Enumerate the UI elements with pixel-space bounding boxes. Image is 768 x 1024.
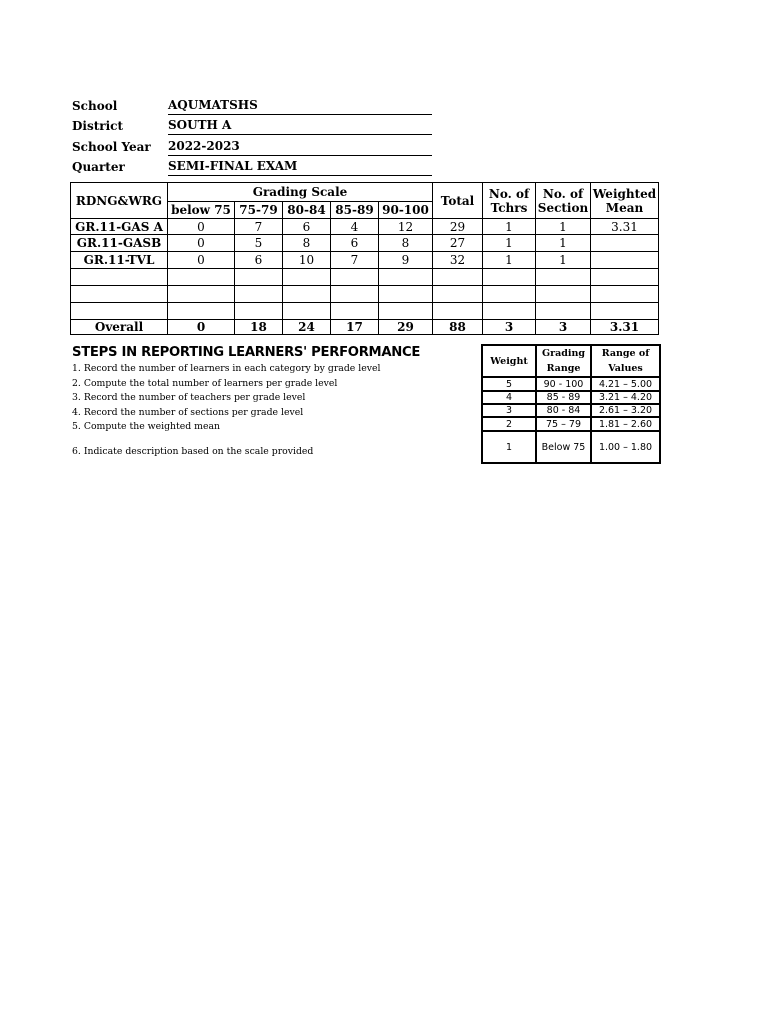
cell-mean: 3.31 xyxy=(591,219,659,235)
step-item: 1. Record the number of learners in each category by grade level xyxy=(72,363,381,374)
empty-cell xyxy=(331,303,379,320)
empty-cell xyxy=(331,286,379,303)
header-row-1 xyxy=(71,183,659,202)
district-value: SOUTH A xyxy=(168,118,432,135)
cell-teachers: 1 xyxy=(483,235,536,252)
scale-range: 90 - 100 xyxy=(536,377,591,391)
range-header: 80-84 xyxy=(283,202,331,219)
empty-cell xyxy=(591,303,659,320)
empty-cell xyxy=(483,269,536,286)
total-header: Total xyxy=(433,183,483,219)
empty-cell xyxy=(379,286,433,303)
empty-cell xyxy=(71,269,168,286)
grading-range-header xyxy=(536,345,591,377)
weight-header-text: Weight xyxy=(490,355,528,367)
range-header: below 75 xyxy=(168,202,235,219)
overall-count: 18 xyxy=(235,320,283,335)
step-item: 5. Compute the weighted mean xyxy=(72,421,221,432)
empty-cell xyxy=(483,303,536,320)
steps-title: STEPS IN REPORTING LEARNERS' PERFORMANCE xyxy=(72,345,421,360)
scale-range: 80 - 84 xyxy=(536,404,591,417)
scale-row xyxy=(482,431,660,463)
cell-teachers: 1 xyxy=(483,252,536,269)
empty-row xyxy=(71,269,659,286)
empty-row xyxy=(71,303,659,320)
scale-range: Below 75 xyxy=(536,431,591,463)
cell-sections: 1 xyxy=(536,252,591,269)
cell-total: 32 xyxy=(433,252,483,269)
cell-mean xyxy=(591,235,659,252)
cell-count: 8 xyxy=(283,235,331,252)
empty-cell xyxy=(331,269,379,286)
scale-values: 1.81 – 2.60 xyxy=(591,417,660,431)
empty-cell xyxy=(433,269,483,286)
empty-cell xyxy=(536,286,591,303)
sections-header xyxy=(536,183,591,219)
row-name: GR.11-GAS A xyxy=(71,219,168,235)
empty-cell xyxy=(283,269,331,286)
step-item: 4. Record the number of sections per grade level xyxy=(72,406,304,418)
cell-count: 6 xyxy=(235,252,283,269)
empty-cell xyxy=(71,303,168,320)
year-row xyxy=(72,135,432,156)
district-row xyxy=(72,115,432,136)
row-name: GR.11-TVL xyxy=(71,252,168,269)
district-label: District xyxy=(72,119,123,133)
range-header: 90-100 xyxy=(379,202,433,219)
scale-weight: 3 xyxy=(482,404,536,417)
empty-cell xyxy=(483,286,536,303)
overall-count: 0 xyxy=(168,320,235,335)
scale-values: 2.61 – 3.20 xyxy=(591,404,660,417)
cell-mean xyxy=(591,252,659,269)
range-values-header-line2: Values xyxy=(608,363,643,374)
quarter-value: SEMI-FINAL EXAM xyxy=(168,159,432,176)
cell-count: 9 xyxy=(379,252,433,269)
weighted-mean-header-line2: Mean xyxy=(605,200,644,215)
step-item: 2. Compute the total number of learners per grade level xyxy=(72,377,338,389)
scale-row xyxy=(482,417,660,431)
year-label: School Year xyxy=(72,139,151,154)
scale-row xyxy=(482,404,660,417)
empty-cell xyxy=(168,303,235,320)
step-item: 6. Indicate description based on the scale provided xyxy=(72,445,314,457)
table-row xyxy=(71,235,659,252)
cell-count: 8 xyxy=(379,235,433,252)
teachers-header-line1: No. of xyxy=(488,186,530,201)
overall-teachers: 3 xyxy=(483,320,536,335)
cell-total: 29 xyxy=(433,219,483,235)
overall-row xyxy=(71,320,659,335)
empty-cell xyxy=(536,303,591,320)
cell-count: 6 xyxy=(283,219,331,235)
row-name: GR.11-GASB xyxy=(71,235,168,252)
cell-count: 0 xyxy=(168,219,235,235)
overall-mean: 3.31 xyxy=(591,320,659,335)
overall-count: 17 xyxy=(331,320,379,335)
overall-total: 88 xyxy=(433,320,483,335)
scale-range: 85 - 89 xyxy=(536,391,591,404)
quarter-row xyxy=(72,156,432,177)
empty-cell xyxy=(235,269,283,286)
cell-sections: 1 xyxy=(536,235,591,252)
weighted-mean-header xyxy=(591,183,659,219)
cell-teachers: 1 xyxy=(483,219,536,235)
scale-weight: 1 xyxy=(482,431,536,463)
cell-count: 4 xyxy=(331,219,379,235)
overall-count: 29 xyxy=(379,320,433,335)
subject-header: RDNG&WRG xyxy=(71,183,168,219)
cell-count: 0 xyxy=(168,252,235,269)
teachers-header-line2: Tchrs xyxy=(490,200,528,215)
empty-cell xyxy=(168,269,235,286)
weight-header xyxy=(482,345,536,377)
school-label: School xyxy=(72,98,118,113)
school-info xyxy=(72,94,432,176)
grading-range-header-line2: Range xyxy=(546,363,581,374)
cell-count: 5 xyxy=(235,235,283,252)
scale-weight: 4 xyxy=(482,391,536,404)
cell-count: 6 xyxy=(331,235,379,252)
cell-count: 12 xyxy=(379,219,433,235)
scale-values: 1.00 – 1.80 xyxy=(591,431,660,463)
scale-weight: 2 xyxy=(482,417,536,431)
grading-scale-header: Grading Scale xyxy=(168,183,433,202)
scale-values: 3.21 – 4.20 xyxy=(591,391,660,404)
scale-header-row xyxy=(482,345,660,377)
cell-count: 0 xyxy=(168,235,235,252)
scale-row xyxy=(482,391,660,404)
empty-cell xyxy=(235,303,283,320)
grading-range-header-line1: Grading xyxy=(541,348,586,359)
sections-header-line1: No. of xyxy=(542,186,584,201)
school-row xyxy=(72,94,432,115)
empty-cell xyxy=(433,286,483,303)
quarter-label: Quarter xyxy=(72,160,125,174)
empty-cell xyxy=(379,269,433,286)
year-value: 2022-2023 xyxy=(168,139,432,156)
school-value: AQUMATSHS xyxy=(168,98,432,115)
range-values-header xyxy=(591,345,660,377)
cell-count: 10 xyxy=(283,252,331,269)
empty-cell xyxy=(283,286,331,303)
scale-table xyxy=(481,344,661,464)
range-values-header-line1: Range of xyxy=(601,348,650,359)
empty-cell xyxy=(235,286,283,303)
steps-section xyxy=(72,345,438,459)
empty-cell xyxy=(168,286,235,303)
performance-table xyxy=(70,182,659,335)
overall-label: Overall xyxy=(71,320,168,335)
cell-count: 7 xyxy=(331,252,379,269)
scale-range: 75 – 79 xyxy=(536,417,591,431)
scale-values: 4.21 – 5.00 xyxy=(591,377,660,391)
scale-row xyxy=(482,377,660,391)
empty-cell xyxy=(591,269,659,286)
empty-cell xyxy=(433,303,483,320)
empty-cell xyxy=(536,269,591,286)
overall-count: 24 xyxy=(283,320,331,335)
sections-header-line2: Section xyxy=(537,200,589,215)
empty-cell xyxy=(71,286,168,303)
step-item: 3. Record the number of teachers per grade level xyxy=(72,392,306,403)
range-header: 75-79 xyxy=(235,202,283,219)
cell-count: 7 xyxy=(235,219,283,235)
range-header: 85-89 xyxy=(331,202,379,219)
cell-total: 27 xyxy=(433,235,483,252)
scale-weight: 5 xyxy=(482,377,536,391)
cell-sections: 1 xyxy=(536,219,591,235)
empty-cell xyxy=(379,303,433,320)
weighted-mean-header-line1: Weighted xyxy=(592,186,657,201)
overall-sections: 3 xyxy=(536,320,591,335)
empty-row xyxy=(71,286,659,303)
table-row xyxy=(71,252,659,269)
teachers-header xyxy=(483,183,536,219)
empty-cell xyxy=(591,286,659,303)
empty-cell xyxy=(283,303,331,320)
table-row xyxy=(71,219,659,235)
